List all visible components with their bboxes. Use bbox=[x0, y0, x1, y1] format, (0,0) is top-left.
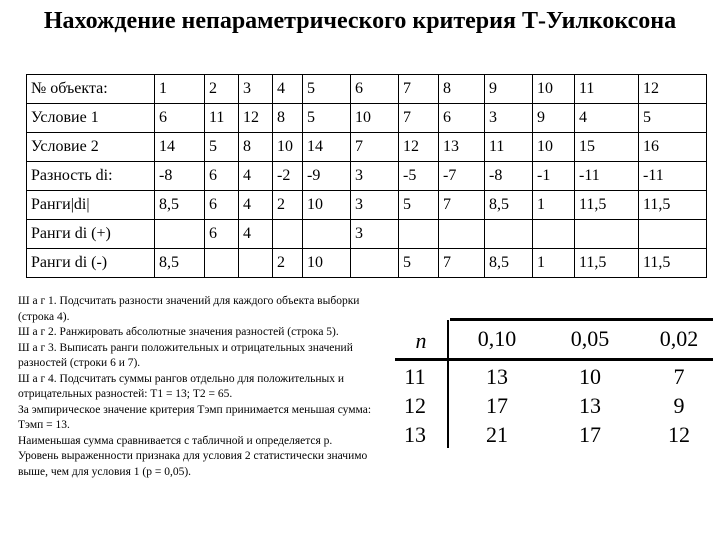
table-cell: 14 bbox=[155, 133, 205, 162]
solution-steps bbox=[18, 294, 393, 480]
table-cell: 12 bbox=[639, 75, 707, 104]
table-cell: 9 bbox=[533, 104, 575, 133]
table-cell: 2 bbox=[205, 75, 239, 104]
table-cell: 7 bbox=[351, 133, 399, 162]
table-cell: 2 bbox=[273, 249, 303, 278]
critical-header-n: n bbox=[415, 328, 427, 353]
table-row bbox=[27, 220, 707, 249]
step-6: Наименьшая сумма сравнивается с табличной и определяется р. bbox=[18, 434, 333, 447]
table-cell bbox=[273, 220, 303, 249]
step-4: Ш а г 4. Подсчитать суммы рангов отдельно для положительных и отрицательных разностей: Т1 = 13; Т2 = 65. bbox=[18, 372, 345, 400]
table-cell: -9 bbox=[303, 162, 351, 191]
row-label: Разность di: bbox=[27, 162, 155, 191]
step-5: За эмпирическое значение критерия Тэмп принимается меньшая сумма: Тэмп = 13. bbox=[18, 403, 372, 431]
table-cell: 4 bbox=[239, 220, 273, 249]
critical-cell: 13 bbox=[486, 364, 508, 389]
table-cell: 11 bbox=[575, 75, 639, 104]
table-cell: 11,5 bbox=[575, 191, 639, 220]
table-cell bbox=[575, 220, 639, 249]
critical-values-table bbox=[395, 318, 713, 448]
table-cell: 10 bbox=[533, 75, 575, 104]
table-cell: 5 bbox=[205, 133, 239, 162]
table-cell: 8,5 bbox=[485, 249, 533, 278]
table-cell: 12 bbox=[239, 104, 273, 133]
table-cell: 10 bbox=[351, 104, 399, 133]
table-cell: 3 bbox=[485, 104, 533, 133]
table-cell bbox=[439, 220, 485, 249]
table-cell: 6 bbox=[155, 104, 205, 133]
table-cell: -2 bbox=[273, 162, 303, 191]
table-cell: -7 bbox=[439, 162, 485, 191]
table-cell: 4 bbox=[575, 104, 639, 133]
table-cell bbox=[485, 220, 533, 249]
table-cell bbox=[303, 220, 351, 249]
table-cell: 10 bbox=[303, 249, 351, 278]
table-cell: 3 bbox=[351, 191, 399, 220]
table-cell bbox=[399, 220, 439, 249]
table-cell: 6 bbox=[205, 191, 239, 220]
table-cell: 16 bbox=[639, 133, 707, 162]
critical-row-n: 12 bbox=[404, 393, 426, 418]
table-cell bbox=[205, 249, 239, 278]
table-cell: 4 bbox=[273, 75, 303, 104]
table-cell bbox=[639, 220, 707, 249]
step-2: Ш а г 2. Ранжировать абсолютные значения разностей (строка 5). bbox=[18, 326, 339, 338]
critical-header-p010: 0,10 bbox=[477, 326, 517, 351]
table-cell: 3 bbox=[239, 75, 273, 104]
step-7: Уровень выраженности признака для условия 2 статистически значимо выше, чем для условия 1 (р = 0,05). bbox=[18, 450, 368, 478]
step-3: Ш а г 3. Выписать ранги положительных и отрицательных значений разностей (строки 6 и 7). bbox=[18, 341, 353, 369]
table-cell: 11 bbox=[485, 133, 533, 162]
critical-table-header-rule bbox=[395, 358, 713, 361]
table-cell: 11,5 bbox=[575, 249, 639, 278]
table-cell: 6 bbox=[351, 75, 399, 104]
page-title: Нахождение непараметрического критерия Т-Уилкоксона bbox=[43, 8, 677, 34]
table-cell: 7 bbox=[399, 75, 439, 104]
critical-cell: 17 bbox=[579, 422, 601, 447]
critical-row-n: 13 bbox=[404, 422, 426, 447]
table-cell: 5 bbox=[399, 191, 439, 220]
table-cell: 5 bbox=[303, 104, 351, 133]
table-cell: 8,5 bbox=[485, 191, 533, 220]
table-cell: 7 bbox=[399, 104, 439, 133]
table-cell: 8 bbox=[439, 75, 485, 104]
critical-table-vertical-rule bbox=[447, 320, 449, 448]
table-cell: 4 bbox=[239, 162, 273, 191]
table-cell: 10 bbox=[273, 133, 303, 162]
table-cell: 11 bbox=[205, 104, 239, 133]
table-cell: 6 bbox=[205, 162, 239, 191]
row-label: Ранги di (+) bbox=[27, 220, 155, 249]
table-cell bbox=[155, 220, 205, 249]
table-cell: 8 bbox=[239, 133, 273, 162]
table-cell bbox=[351, 249, 399, 278]
table-row bbox=[27, 75, 707, 104]
critical-header-p002: 0,02 bbox=[659, 326, 699, 351]
table-cell: 13 bbox=[439, 133, 485, 162]
table-cell: 12 bbox=[399, 133, 439, 162]
table-cell: 3 bbox=[351, 220, 399, 249]
table-cell: -11 bbox=[639, 162, 707, 191]
table-row bbox=[27, 249, 707, 278]
critical-cell: 13 bbox=[579, 393, 601, 418]
table-cell: 1 bbox=[533, 191, 575, 220]
row-label: Условие 2 bbox=[27, 133, 155, 162]
table-cell: 8 bbox=[273, 104, 303, 133]
critical-cell: 9 bbox=[673, 393, 685, 418]
table-cell: 10 bbox=[303, 191, 351, 220]
table-cell: 14 bbox=[303, 133, 351, 162]
table-cell bbox=[239, 249, 273, 278]
table-cell: 7 bbox=[439, 191, 485, 220]
table-cell: -8 bbox=[485, 162, 533, 191]
table-cell: 2 bbox=[273, 191, 303, 220]
table-cell: 9 bbox=[485, 75, 533, 104]
table-row bbox=[27, 191, 707, 220]
critical-row-n: 11 bbox=[404, 364, 426, 389]
table-cell bbox=[533, 220, 575, 249]
critical-cell: 21 bbox=[486, 422, 508, 447]
table-cell: 6 bbox=[205, 220, 239, 249]
table-cell: 5 bbox=[399, 249, 439, 278]
table-cell: 11,5 bbox=[639, 191, 707, 220]
table-cell: -5 bbox=[399, 162, 439, 191]
row-label: Условие 1 bbox=[27, 104, 155, 133]
table-row bbox=[27, 104, 707, 133]
table-cell: 8,5 bbox=[155, 191, 205, 220]
critical-cell: 17 bbox=[486, 393, 508, 418]
table-cell: -1 bbox=[533, 162, 575, 191]
row-label: № объекта: bbox=[27, 75, 155, 104]
table-cell: 10 bbox=[533, 133, 575, 162]
table-cell: 11,5 bbox=[639, 249, 707, 278]
table-cell: 15 bbox=[575, 133, 639, 162]
critical-header-p005: 0,05 bbox=[570, 326, 610, 351]
table-cell: 3 bbox=[351, 162, 399, 191]
row-label: Ранги di (-) bbox=[27, 249, 155, 278]
table-cell: 6 bbox=[439, 104, 485, 133]
table-cell: 5 bbox=[303, 75, 351, 104]
critical-cell: 12 bbox=[668, 422, 690, 447]
table-cell: -8 bbox=[155, 162, 205, 191]
table-cell: 5 bbox=[639, 104, 707, 133]
table-cell: 1 bbox=[155, 75, 205, 104]
critical-cell: 10 bbox=[579, 364, 601, 389]
table-cell: 4 bbox=[239, 191, 273, 220]
table-row bbox=[27, 162, 707, 191]
critical-table-top-rule bbox=[450, 318, 713, 321]
table-cell: 8,5 bbox=[155, 249, 205, 278]
row-label: Ранги|di| bbox=[27, 191, 155, 220]
critical-cell: 7 bbox=[673, 364, 685, 389]
table-cell: 7 bbox=[439, 249, 485, 278]
table-row bbox=[27, 133, 707, 162]
table-cell: -11 bbox=[575, 162, 639, 191]
wilcoxon-data-table bbox=[26, 74, 707, 278]
table-cell: 1 bbox=[533, 249, 575, 278]
step-1: Ш а г 1. Подсчитать разности значений для каждого объекта выборки (строка 4). bbox=[18, 295, 360, 323]
